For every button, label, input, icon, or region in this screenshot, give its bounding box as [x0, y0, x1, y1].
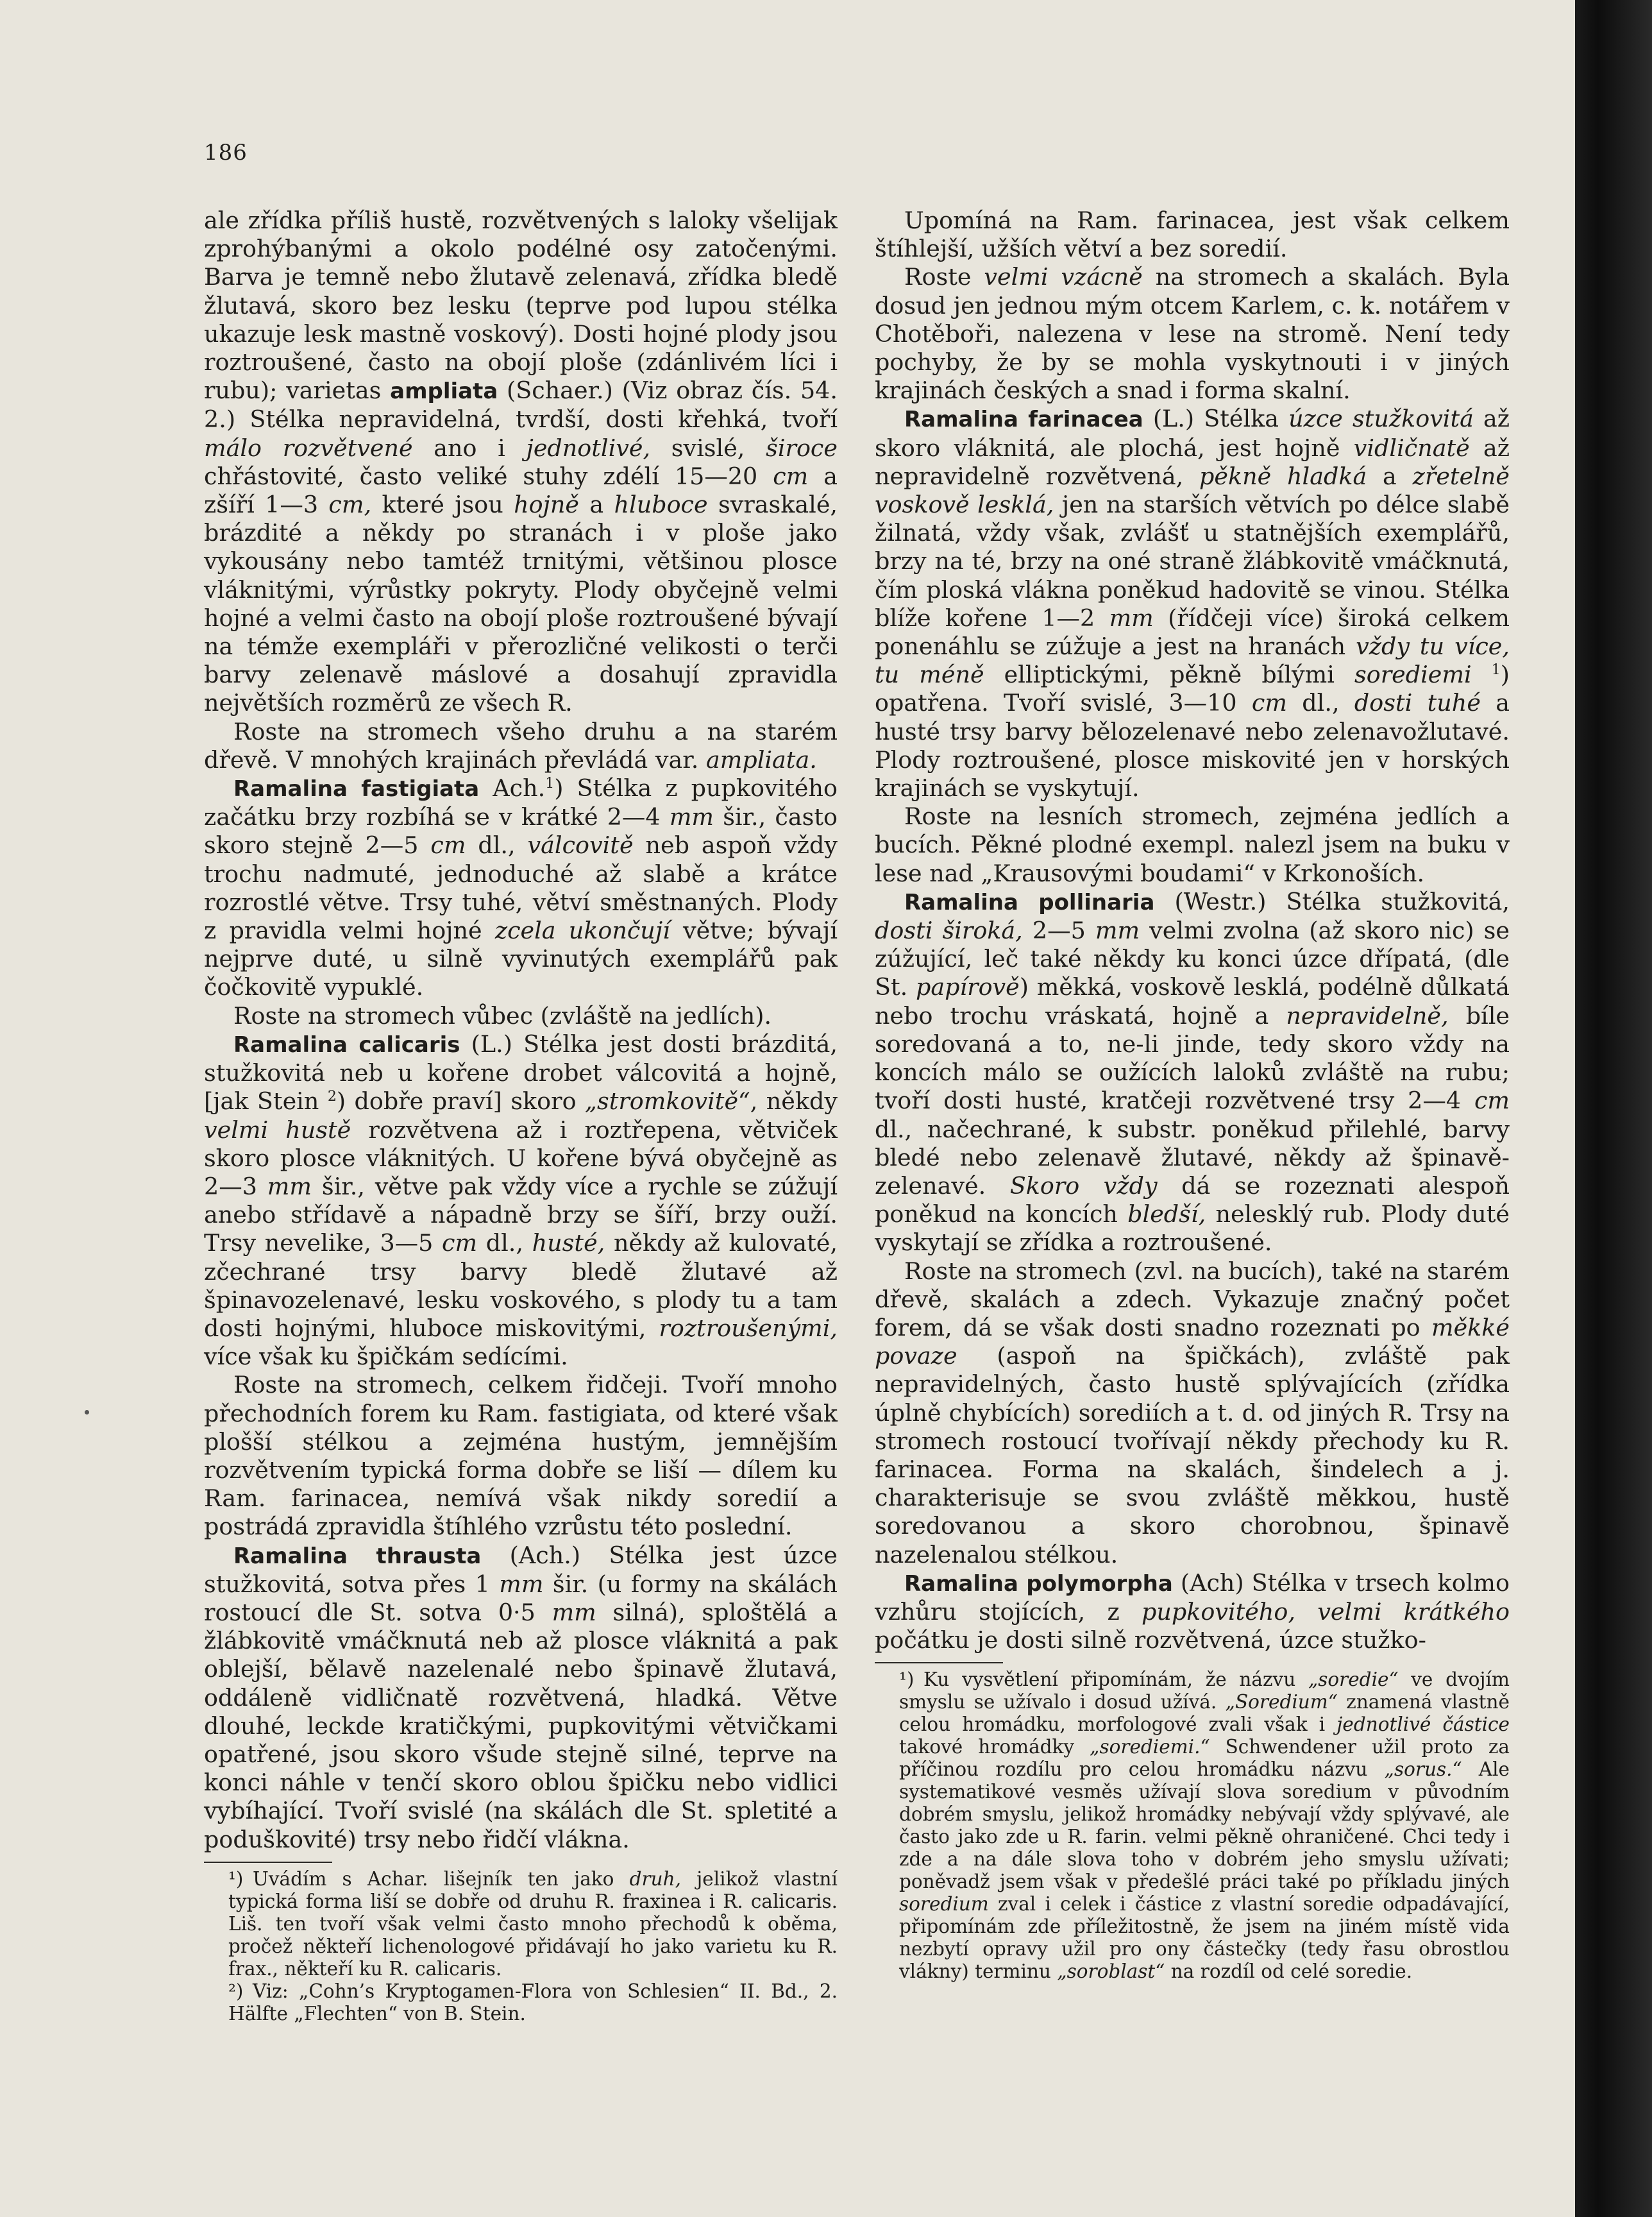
paragraph: Ramalina farinacea (L.) Stélka úzce stužkovitá až skoro vláknitá, ale plochá, jest hojně vidličnatě až nepravidelně rozvětvená, pěkně hladká a zřetelně voskově lesklá, jen na starších větvích po délce slabě žilnatá, vždy však, zvlášť u statnějších exemplářů, brzy na té, brzy na oné straně žlábkovitě vmáčknutá, čím ploská vlákna poněkud hadovitě se vinou. Stélka blíže kořene 1—2 mm (řídčeji více) široká celkem ponenáhlu se zúžuje a jest na hranách vždy tu více, tu méně elliptickými, pěkně bílými sorediemi $^1$) opatřena. Tvoří svislé, 3—10 cm dl., dosti tuhé a husté trsy barvy bělozelenavé nebo zelenavožlutavé. Plody roztroušené, plosce miskovité jen v horských krajinách se vyskytují.: [875, 405, 1510, 803]
page-number: 186: [204, 140, 248, 166]
paragraph: Roste na stromech vůbec (zvláště na jedlích).: [233, 1001, 772, 1030]
paragraph: Roste na stromech, celkem řidčeji. Tvoří mnoho přechodních forem ku Ram. fastigiata, od které však plošší stélkou a zejména hustým, jemnějším rozvětvením typická forma dobře se liší — dílem ku Ram. farinacea, nemívá však nikdy soredií a postrádá zpravidla štíhlého vzrůstu této poslední.: [204, 1371, 838, 1541]
species-name: Ramalina polymorpha: [904, 1570, 1173, 1597]
paragraph: Ramalina polymorpha (Ach) Stélka v trsech kolmo vzhůru stojících, z pupkovitého, velmi krátkého počátku je dosti silně rozvětvená, úzce stužko-: [875, 1568, 1510, 1654]
footnote: ¹) Ku vysvětlení připomínám, že názvu „soredie“ ve dvojím smyslu se užívalo i dosud užívá. „Soredium“ znamená vlastně celou hromádku, morfologové zvali však i jednotlivé částice takové hromádky „sorediemi.“ Schwendener užil proto za příčinou rozdílu pro celou hromádku názvu „sorus.“ Ale systematikové vesměs užívají slova soredium v původním dobrém smyslu, jelikož hromádky nebývají vždy splývavé, ale často jako zde u R. farin. velmi pěkně ohraničené. Chci tedy i zde a na dále slova toho v dobrém jeho smyslu užívati; poněvadž jsem však v předešlé práci také po příkladu jiných soredium zval i celek i částice z vlastní soredie odpadávající, připomínám zde příležitostně, že jsem na jiném místě vida nezbytí opravy užil pro ony částečky (tedy řasu obrostlou vlákny) terminu „soroblast“ na rozdíl od celé soredie.: [899, 1669, 1510, 1983]
footnote-ref: 1: [545, 775, 555, 792]
footnote-ref: 2: [327, 1089, 337, 1105]
paragraph: Ramalina fastigiata Ach.$^1$) Stélka z pupkovitého začátku brzy rozbíhá se v krátké 2—4 mm šir., často skoro stejně 2—5 cm dl., válcovitě neb aspoň vždy trochu nadmuté, jednoduché až slabě a krátce rozrostlé větve. Trsy tuhé, větví směstnaných. Plody z pravidla velmi hojné zcela ukončují větve; bývají nejprve duté, u silně vyvinutých exemplářů pak čočkovitě vypuklé.: [204, 774, 838, 1001]
species-name: ampliata: [390, 378, 498, 405]
paragraph: Ramalina calicaris (L.) Stélka jest dosti brázditá, stužkovitá neb u kořene drobet válcovitá a hojně, [jak Stein $^2$) dobře praví] skoro „stromkovitě“, někdy velmi hustě rozvětvena až i roztřepena, větviček skoro plosce vláknitých. U kořene bývá obyčejně as 2—3 mm šir., větve pak vždy více a rychle se zúžují anebo střídavě a nápadně brzy se šíří, brzy ouží. Trsy nevelike, 3—5 cm dl., husté, někdy až kulovaté, zčechrané trsy barvy bledě žlutavé až špinavozelenavé, lesku voskového, s plody tu a tam dosti hojnými, hluboce miskovitými, roztroušenými, více však ku špičkám sedícími.: [204, 1030, 838, 1371]
paragraph: Ramalina thrausta (Ach.) Stélka jest úzce stužkovitá, sotva přes 1 mm šir. (u formy na skálách rostoucí dle St. sotva 0·5 mm silná), sploštělá a žlábkovitě vmáčknutá neb až plosce vláknitá a pak oblejší, bělavě nazelenalé nebo špinavě žlutavá, oddáleně vidličnatě rozvětvená, hladká. Větve dlouhé, leckde kratičkými, pupkovitými větvičkami opatřené, jsou skoro všude stejně silné, teprve na konci náhle v tenčí skoro oblou špičku nebo vidlici vybíhající. Tvoří svislé (na skálách dle St. spletité a poduškovité) trsy nebo řidčí vlákna.: [204, 1541, 838, 1853]
species-name: Ramalina thrausta: [233, 1543, 482, 1569]
footnote: ¹) Uvádím s Achar. lišejník ten jako druh, jelikož vlastní typická forma liší se dobře od druhu R. fraxinea i R. calicaris. Liš. ten tvoří však velmi často mnoho přechodů k oběma, pročež někteří lichenologové přidávají ho jako varietu ku R. frax., někteří ku R. calicaris.: [228, 1867, 838, 1980]
species-name: Ramalina calicaris: [233, 1032, 460, 1058]
paragraph: ale zřídka příliš hustě, rozvětvených s laloky všelijak zprohýbanými a okolo podélné osy zatočenými. Barva je temně nebo žlutavě zelenavá, zřídka bledě žlutavá, skoro bez lesku (teprve pod lupou stélka ukazuje lesk mastně voskový). Dosti hojné plody jsou roztroušené, často na obojí ploše (zdánlivém líci i rubu); varietas ampliata (Schaer.) (Viz obraz čís. 54. 2.) Stélka nepravidelná, tvrdší, dosti křehká, tvoří málo rozvětvené ano i jednotlivé, svislé, široce chřástovité, často veliké stuhy zdélí 15—20 cm a zšíří 1—3 cm, které jsou hojně a hluboce svraskalé, brázdité a někdy po stranách i v ploše jako vykousány nebo tamtéž trnitými, většinou plosce vláknitými, výrůstky pokryty. Plody obyčejně velmi hojné a velmi často na obojí ploše roztroušené bývají na témže exempláři v přerozličné velikosti o terči barvy zelenavě máslové a dosahují zpravidla největších rozměrů ze všech R.: [204, 207, 838, 717]
margin-mark: [85, 1410, 89, 1414]
footnote-rule: [204, 1862, 332, 1863]
footnote: ²) Viz: „Cohn’s Kryptogamen-Flora von Schlesien“ II. Bd., 2. Hälfte „Flechten“ von B. Stein.: [228, 1980, 838, 2025]
paragraph: Roste na stromech všeho druhu a na starém dřevě. V mnohých krajinách převládá var. ampliata.: [204, 717, 838, 774]
paragraph: Upomíná na Ram. farinacea, jest však celkem štíhlejší, užších větví a bez soredií.: [875, 207, 1510, 263]
species-name: Ramalina fastigiata: [233, 776, 480, 803]
paragraph: Ramalina pollinaria (Westr.) Stélka stužkovitá, dosti široká, 2—5 mm velmi zvolna (až skoro nic) se zúžující, leč také někdy ku konci úzce dřípatá, (dle St. papírově) měkká, voskově lesklá, podélně důlkatá nebo trochu vráskatá, hojně a nepravidelně, bíle soredovaná a to, ne-li jinde, tedy skoro vždy na koncích málo se oužících laloků zvláště na rubu; tvoří dosti husté, kratčeji rozvětvené trsy 2—4 cm dl., načechrané, k substr. poněkud přilehlé, barvy bledé nebo zelenavě žlutavé, někdy až špinavě-zelenavé. Skoro vždy dá se rozeznati alespoň poněkud na koncích bledší, nelesklý rub. Plody duté vyskytají se zřídka a roztroušené.: [875, 887, 1510, 1257]
paragraph: Roste na stromech (zvl. na bucích), také na starém dřevě, skalách a zdech. Vykazuje značný počet forem, dá se však dosti snadno rozeznati po měkké povaze (aspoň na špičkách), zvláště pak nepravidelných, často hustě splývajících (zřídka úplně chybících) sorediích a t. d. od jiných R. Trsy na stromech rostoucí tvořívají někdy přechody ku R. farinacea. Forma na skalách, šindelech a j. charakterisuje se svou zvláště měkkou, hustě soredovanou a skoro chorobnou, špinavě nazelenalou stélkou.: [875, 1257, 1510, 1568]
footnote-rule: [875, 1662, 1003, 1663]
footnote-ref: 1: [1491, 662, 1501, 679]
species-name: Ramalina pollinaria: [904, 889, 1155, 915]
paragraph: Roste velmi vzácně na stromech a skalách. Byla dosud jen jednou mým otcem Karlem, c. k. notářem v Chotěboři, nalezena v lese na stromě. Není tedy pochyby, že by se mohla vyskytnouti i v jiných krajinách českých a snad i forma skalní.: [875, 263, 1510, 405]
species-name: Ramalina farinacea: [904, 407, 1143, 433]
left-column: [204, 207, 838, 2025]
footnotes: [875, 1669, 1510, 1983]
footnotes: [204, 1868, 838, 2025]
scan-edge: [1575, 0, 1652, 2217]
paragraph: Roste na lesních stromech, zejména jedlích a bucích. Pěkné plodné exempl. nalezl jsem na buku v lese nad „Krausovými boudami“ v Krkonoších.: [875, 803, 1510, 887]
right-column: [875, 207, 1510, 1983]
